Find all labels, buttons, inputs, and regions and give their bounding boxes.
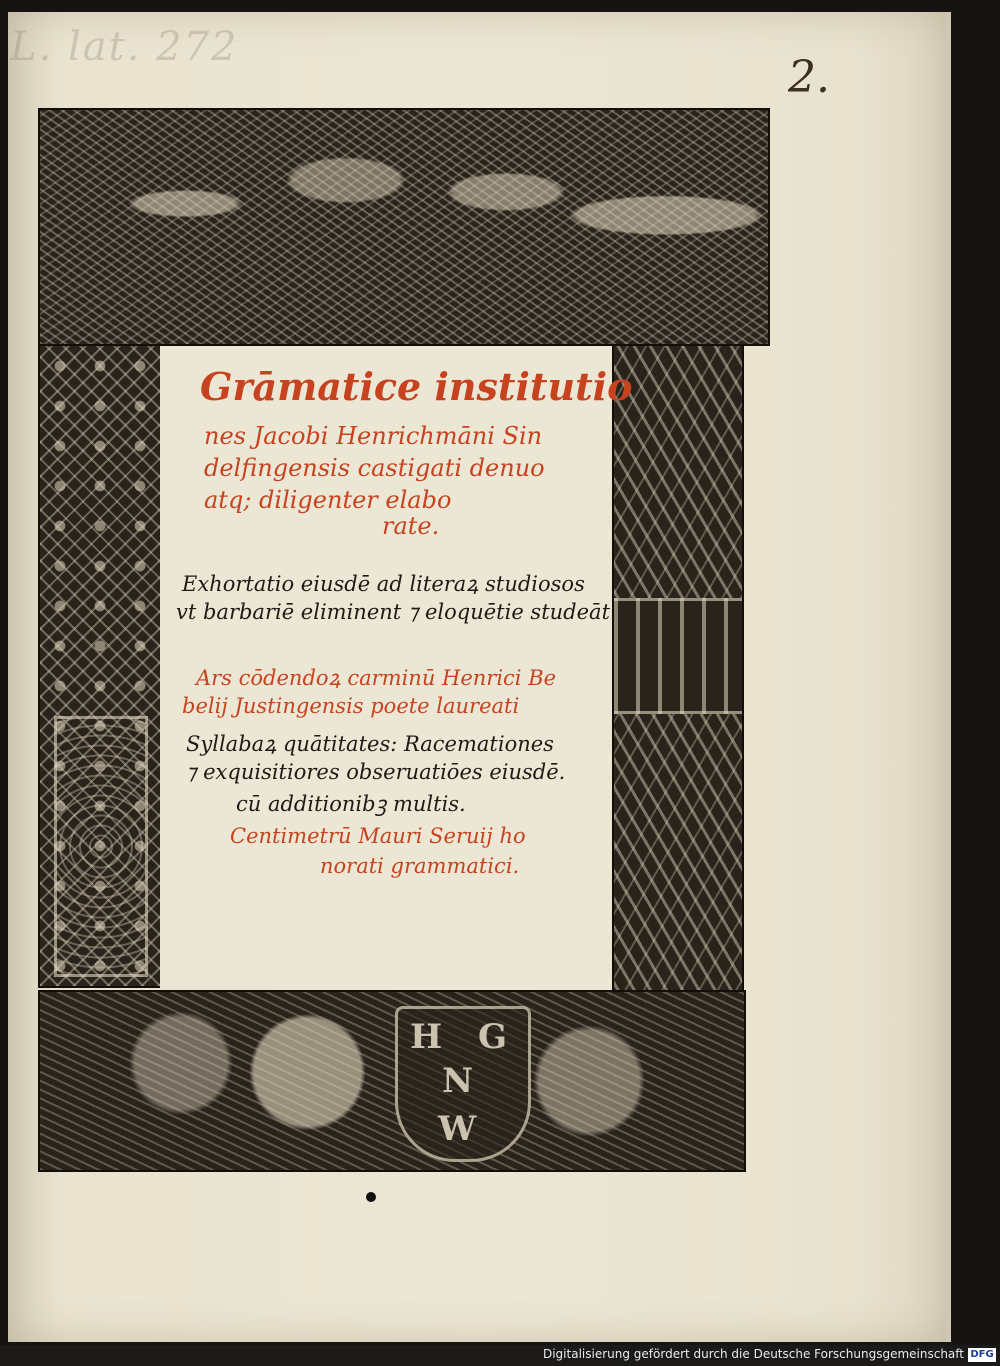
exhortatio-line: Exhortatio eiusdē ad literaꝝ studiosos — [182, 572, 585, 596]
monogram-letter: N — [442, 1061, 474, 1101]
footer-bar — [0, 1345, 1000, 1366]
monogram-letter: G — [478, 1017, 508, 1057]
syllabarum-line: ⁊ exquisitiores obseruatiōes eiusdē. — [186, 760, 566, 784]
title-line: delfingensis castigati denuo — [204, 454, 545, 482]
title-line: rate. — [382, 512, 440, 540]
funding-notice: Digitalisierung gefördert durch die Deutsche Forschungsgemeinschaft — [542, 1347, 964, 1361]
woodcut-left-column — [38, 344, 162, 988]
title-line: atq; diligenter elabo — [204, 486, 452, 514]
woodcut-top-panel — [38, 108, 770, 346]
title-line: nes Jacobi Henrichmāni Sin — [204, 422, 543, 450]
ars-line: belij Justingensis poete laureati — [182, 694, 520, 718]
monogram-letter: W — [438, 1109, 477, 1149]
title-line: Grāmatice institutio — [200, 364, 633, 409]
title-text-block — [160, 346, 633, 988]
ars-line: Ars cōdendoꝝ carminū Henrici Be — [196, 666, 557, 690]
centimetrum-line: norati grammatici. — [320, 854, 520, 878]
woodcut-right-column — [612, 344, 744, 1016]
monogram-letter: H — [410, 1017, 443, 1057]
dfg-logo-icon[interactable]: DFG — [968, 1348, 996, 1362]
woodcut-bottom-panel — [38, 990, 746, 1172]
exhortatio-line: vt barbariē eliminent ⁊ eloquētie studeāt — [176, 600, 611, 624]
printers-dot — [366, 1192, 376, 1202]
printer-shield — [395, 1006, 531, 1162]
woodcut-right-band — [614, 598, 742, 714]
page-edge — [946, 12, 951, 1342]
syllabarum-line: Syllabaꝝ quātitates: Racemationes — [186, 732, 554, 756]
woodcut-left-ornament — [54, 716, 148, 977]
centimetrum-line: Centimetrū Mauri Seruij ho — [230, 824, 526, 848]
folio-number: 2. — [788, 52, 830, 103]
shelfmark-annotation: L. lat. 272 — [10, 24, 239, 70]
syllabarum-line: cū additionibꝫ multis. — [236, 792, 466, 816]
